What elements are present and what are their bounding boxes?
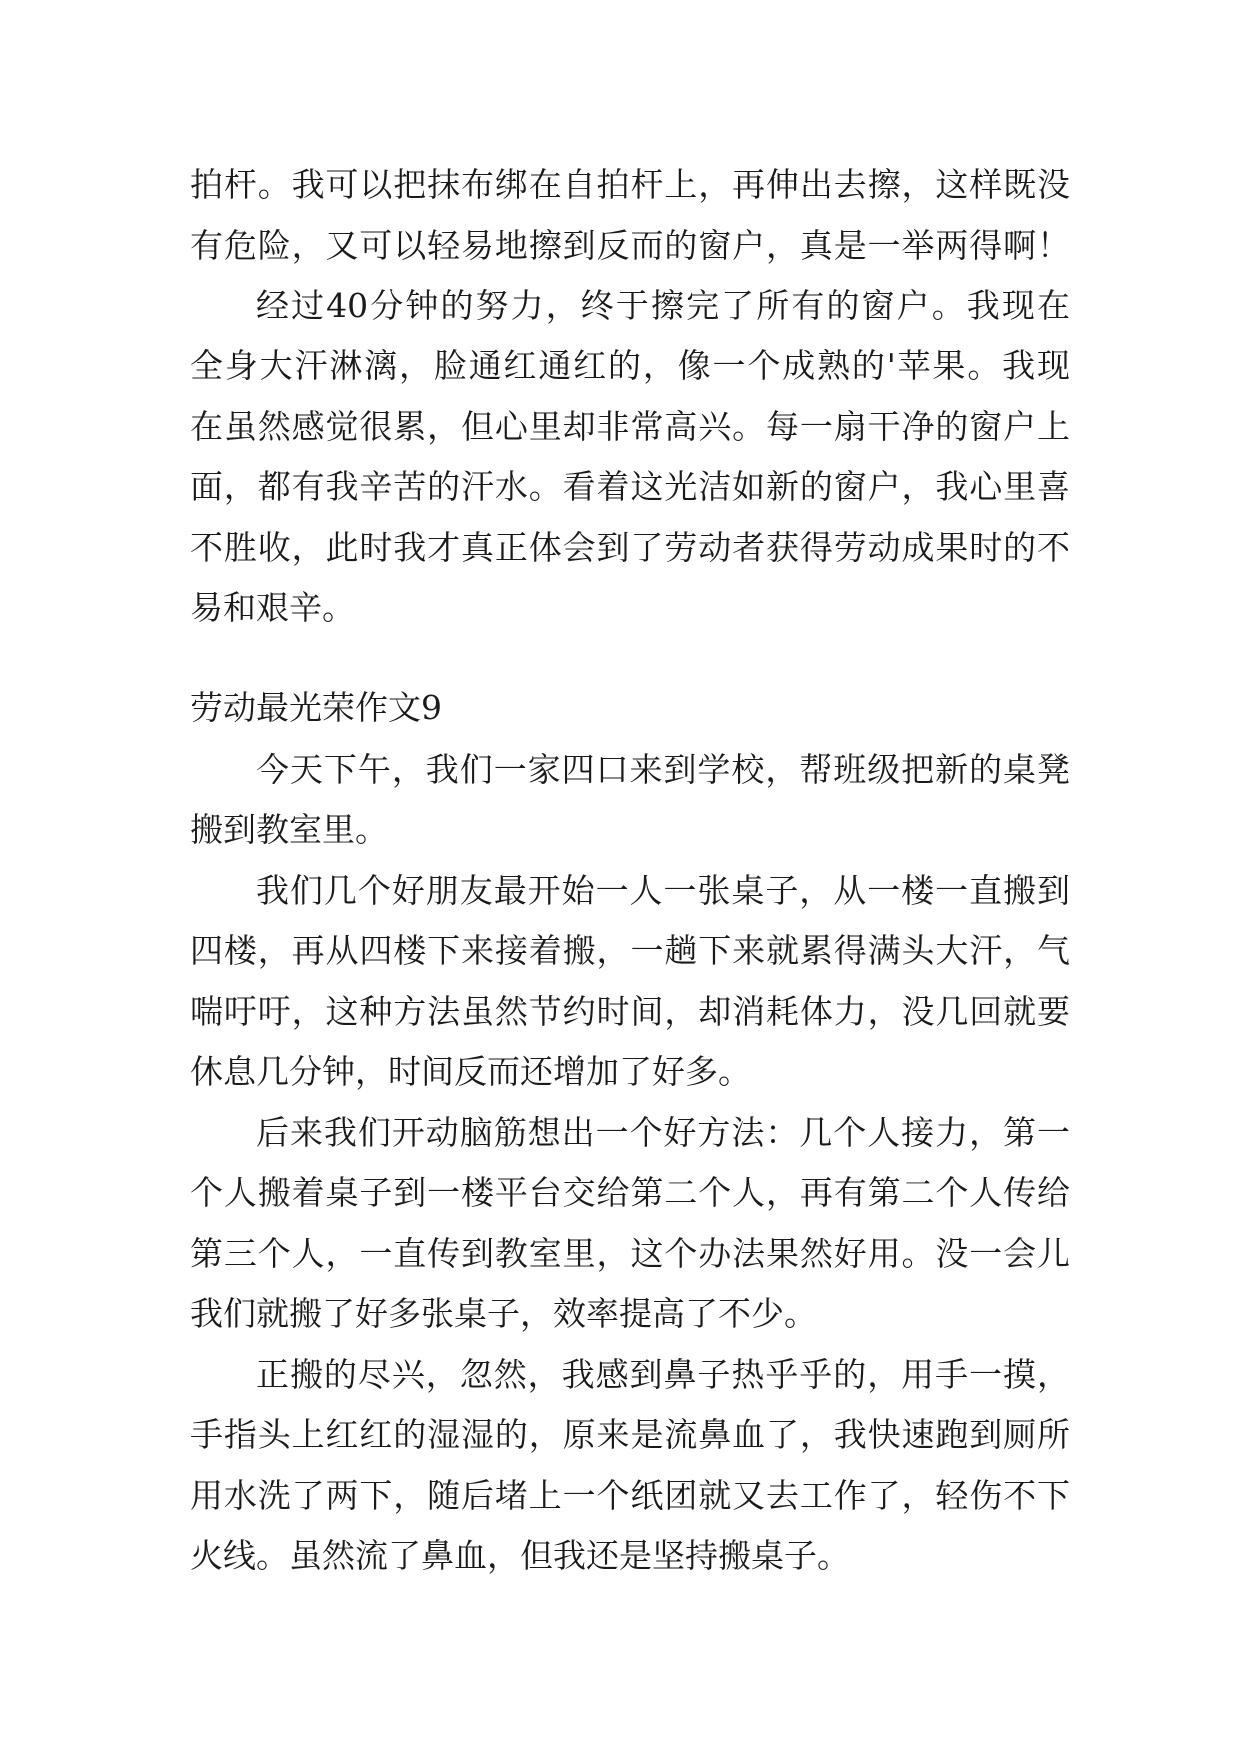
text-line: 用水洗了两下，随后堵上一个纸团就又去工作了，轻伤不下	[190, 1476, 1070, 1515]
paragraph-first-line: 后来我们开动脑筋想出一个好方法：几个人接力，第一	[256, 1113, 1070, 1152]
text-line: 易和艰辛。	[190, 588, 355, 627]
paragraph-first-line: 今天下午，我们一家四口来到学校，帮班级把新的桌凳	[256, 750, 1070, 789]
text-line: 我们就搬了好多张桌子，效率提高了不少。	[190, 1294, 817, 1333]
text-line: 全身大汗淋漓，脸通红通红的，像一个成熟的'苹果。我现	[190, 346, 1070, 385]
text-line: 拍杆。我可以把抹布绑在自拍杆上，再伸出去擦，这样既没	[190, 165, 1070, 204]
section-heading: 劳动最光荣作文9	[190, 688, 442, 727]
text-line: 有危险，又可以轻易地擦到反而的窗户，真是一举两得啊！	[190, 226, 1070, 265]
text-line: 搬到教室里。	[190, 810, 388, 849]
paragraph-first-line: 正搬的尽兴，忽然，我感到鼻子热乎乎的，用手一摸，	[256, 1355, 1070, 1394]
paragraph-first-line: 我们几个好朋友最开始一人一张桌子，从一楼一直搬到	[256, 871, 1070, 910]
text-line: 火线。虽然流了鼻血，但我还是坚持搬桌子。	[190, 1536, 850, 1575]
text-line: 第三个人，一直传到教室里，这个办法果然好用。没一会儿	[190, 1234, 1070, 1273]
text-line: 面，都有我辛苦的汗水。看着这光洁如新的窗户，我心里喜	[190, 467, 1070, 506]
text-line: 手指头上红红的湿湿的，原来是流鼻血了，我快速跑到厕所	[190, 1415, 1070, 1454]
text-line: 休息几分钟，时间反而还增加了好多。	[190, 1052, 751, 1091]
paragraph-first-line: 经过40分钟的努力，终于擦完了所有的窗户。我现在	[256, 286, 1070, 325]
text-line: 在虽然感觉很累，但心里却非常高兴。每一扇干净的窗户上	[190, 407, 1070, 446]
text-line: 个人搬着桌子到一楼平台交给第二个人，再有第二个人传给	[190, 1173, 1070, 1212]
text-line: 喘吁吁，这种方法虽然节约时间，却消耗体力，没几回就要	[190, 992, 1070, 1031]
text-line: 四楼，再从四楼下来接着搬，一趟下来就累得满头大汗，气	[190, 931, 1070, 970]
text-line: 不胜收，此时我才真正体会到了劳动者获得劳动成果时的不	[190, 528, 1070, 567]
